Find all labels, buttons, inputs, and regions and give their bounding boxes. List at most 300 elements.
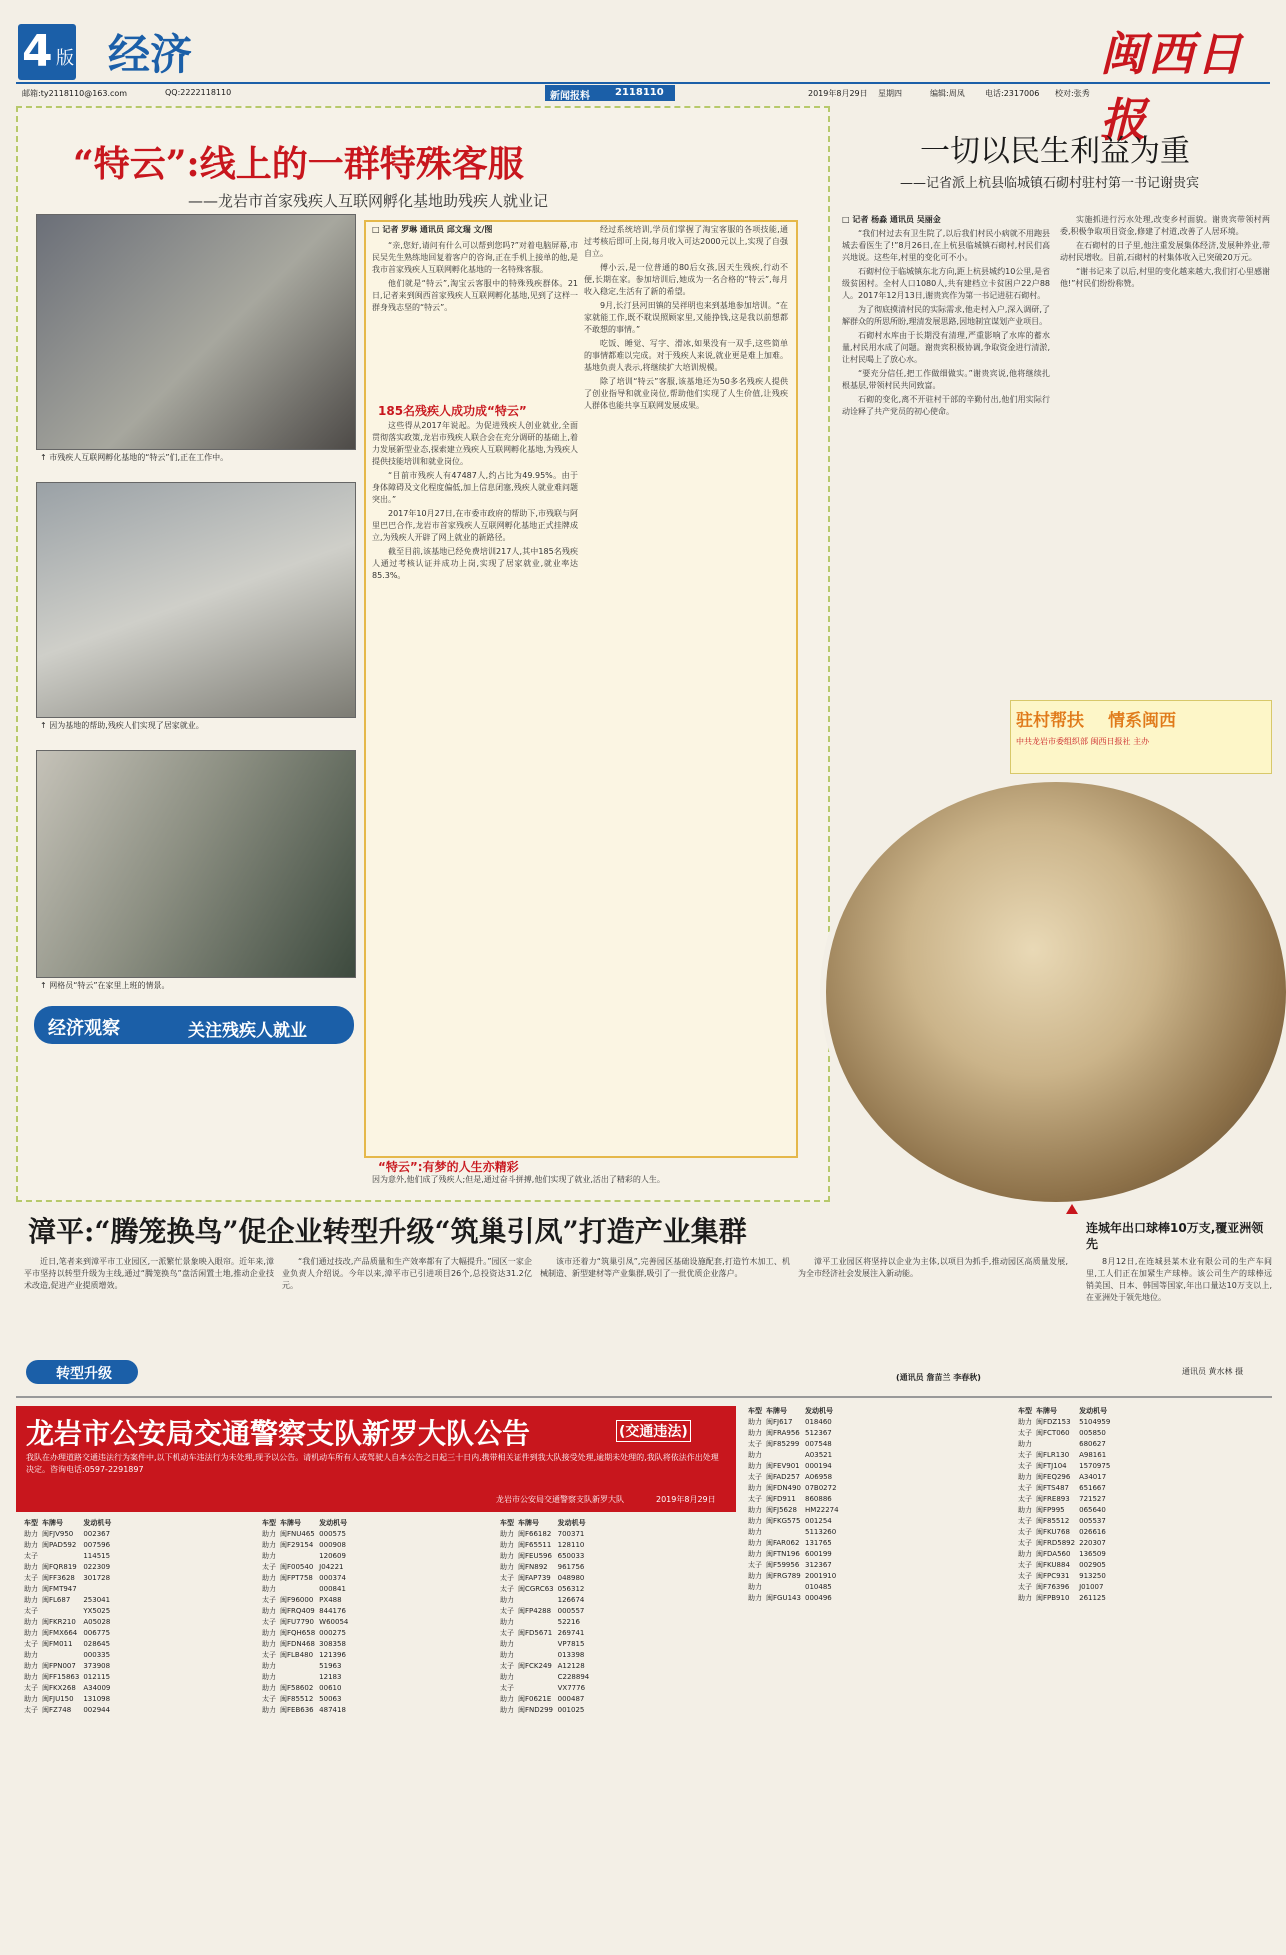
table-cell: 闽FAD257	[766, 1473, 800, 1481]
table-cell: 闽FEV901	[766, 1462, 800, 1470]
table-cell: 闽FRE893	[1036, 1495, 1070, 1503]
teyun-para-1: “亲,您好,请问有什么可以帮到您吗?”对着电脑屏幕,市民吴先生熟练地回复着客户的咨询,正在手机上接单的他,是我市首家残疾人互联网孵化基地的一名特殊客服。	[372, 241, 578, 274]
article-minsheng-byline: □ 记者 杨淼 通讯员 吴丽金	[842, 215, 941, 224]
table-row	[746, 1527, 841, 1538]
table-cell: 助力	[262, 1607, 276, 1615]
table-cell: 120609	[319, 1552, 346, 1560]
table-cell: 助力	[500, 1552, 514, 1560]
table-cell: 助力	[748, 1583, 762, 1591]
table-cell: 助力	[24, 1651, 38, 1659]
table-cell: 助力	[1018, 1550, 1032, 1558]
table-cell: 闽FND299	[518, 1706, 554, 1714]
table-row	[1016, 1571, 1112, 1582]
plates-header-cell: 发动机号	[1079, 1407, 1108, 1415]
table-cell	[278, 1584, 317, 1595]
table-row	[1016, 1538, 1112, 1549]
table-cell	[278, 1551, 317, 1562]
table-row	[498, 1672, 591, 1683]
table-cell: 闽FNU465	[280, 1530, 315, 1538]
table-cell: 000374	[319, 1574, 346, 1582]
table-cell	[40, 1650, 81, 1661]
table-cell	[278, 1661, 317, 1672]
table-row	[746, 1516, 841, 1527]
table-cell: 022309	[83, 1563, 111, 1571]
table-cell: 闽FU7790	[280, 1618, 314, 1626]
table-row	[22, 1595, 113, 1606]
table-cell: VP7815	[557, 1640, 585, 1648]
table-cell: 助力	[262, 1673, 276, 1681]
table-cell: 助力	[262, 1552, 276, 1560]
notice-tag: (交通违法)	[616, 1420, 691, 1442]
table-row	[498, 1650, 591, 1661]
minsheng-col-2	[1060, 214, 1270, 726]
table-row	[260, 1661, 350, 1672]
plates-header-cell: 车牌号	[1036, 1407, 1057, 1415]
table-cell: 12183	[319, 1673, 342, 1681]
table-row	[498, 1639, 591, 1650]
table-cell: 闽FPT758	[280, 1574, 313, 1582]
plates-table-r2	[1016, 1406, 1112, 1604]
table-cell: 5113260	[805, 1528, 837, 1536]
table-row	[260, 1529, 350, 1540]
table-cell: 太子	[1018, 1495, 1032, 1503]
table-cell: 128110	[557, 1541, 585, 1549]
table-row	[498, 1617, 591, 1628]
teyun-para-3: 这些得从2017年说起。为促进残疾人创业就业,全面贯彻落实政策,龙岩市残疾人联合会在充分调研的基础上,着力发展新型业态,探索建立残疾人互联网孵化基地,为残疾人提供技能培训和就业岗位。	[372, 421, 578, 466]
teyun-col-1b	[372, 420, 578, 1136]
caption-photo-1: ↑ 市残疾人互联网孵化基地的“特云”们,正在工作中。	[40, 453, 229, 462]
table-cell: 助力	[24, 1673, 38, 1681]
table-cell: 闽FCT060	[1036, 1429, 1070, 1437]
table-cell: 闽FEB636	[280, 1706, 314, 1714]
table-cell: 太子	[500, 1607, 514, 1615]
table-cell: PX488	[319, 1596, 342, 1604]
table-cell: 308358	[319, 1640, 346, 1648]
teyun-para-6: 截至目前,该基地已经免费培训217人,其中185名残疾人通过考核认证并成功上岗,实现了居家就业,就业率达85.3%。	[372, 547, 578, 580]
table-row	[1016, 1582, 1112, 1593]
table-cell: 005850	[1079, 1429, 1106, 1437]
table-row	[22, 1562, 113, 1573]
table-cell: 闽FRD5892	[1036, 1539, 1076, 1547]
table-cell: 闽FKU768	[1036, 1528, 1070, 1536]
table-cell: 闽F58602	[280, 1684, 314, 1692]
table-cell: 太子	[500, 1662, 514, 1670]
table-row	[22, 1617, 113, 1628]
table-cell: 600199	[805, 1550, 832, 1558]
table-cell: 126674	[557, 1596, 585, 1604]
plates-header-cell: 车型	[1018, 1407, 1032, 1415]
table-cell	[516, 1683, 556, 1694]
table-row	[1016, 1472, 1112, 1483]
plates-header-cell: 发动机号	[319, 1519, 348, 1527]
table-cell: 1570975	[1079, 1462, 1111, 1470]
table-cell	[516, 1639, 556, 1650]
table-cell: 助力	[262, 1530, 276, 1538]
table-row	[498, 1529, 591, 1540]
table-cell: 136509	[1079, 1550, 1106, 1558]
zhucun-tag-2: 情系闽西	[1108, 711, 1176, 731]
table-cell: 助力	[24, 1695, 38, 1703]
table-cell: 太子	[24, 1684, 38, 1692]
table-row	[22, 1705, 113, 1716]
table-cell: 121396	[319, 1651, 346, 1659]
table-cell: 太子	[1018, 1484, 1032, 1492]
plates-header-cell: 车型	[262, 1519, 276, 1527]
table-row	[746, 1549, 841, 1560]
page-unit: 版	[56, 48, 74, 69]
table-cell: 闽FPB910	[1036, 1594, 1070, 1602]
table-cell: 太子	[24, 1552, 38, 1560]
brief-baseball	[1086, 1220, 1272, 1380]
table-cell: 721527	[1079, 1495, 1106, 1503]
table-cell: YX5025	[83, 1607, 111, 1615]
table-cell: 助力	[500, 1618, 514, 1626]
table-row	[22, 1639, 113, 1650]
table-cell: 114515	[83, 1552, 111, 1560]
table-cell: 028645	[83, 1640, 111, 1648]
header-email: 邮箱:ty2118110@163.com	[22, 89, 128, 98]
zhangping-para-3: 该市还着力“筑巢引凤”,完善园区基础设施配套,打造竹木加工、机械制造、新型建材等产业集群,吸引了一批优质企业落户。	[540, 1257, 790, 1278]
teyun-right-para-3: 9月,长汀县河田镇的吴祥明也来到基地参加培训。“在家就能工作,既不耽误照顾家里,又能挣钱,这是我以前想都不敢想的事情。”	[584, 301, 788, 334]
table-cell: 助力	[262, 1640, 276, 1648]
minsheng-para-4: 石砌村水库由于长期没有清理,严重影响了水库的蓄水量,村民用水成了问题。谢贵宾积极协调,争取资金进行清淤,让村民喝上了放心水。	[842, 331, 1050, 364]
table-row	[498, 1551, 591, 1562]
table-row	[260, 1540, 350, 1551]
table-cell: 005537	[1079, 1517, 1106, 1525]
notice-section	[16, 1396, 1272, 1946]
table-cell: 闽FPC931	[1036, 1572, 1070, 1580]
table-cell: 太子	[500, 1684, 514, 1692]
table-cell: 913250	[1079, 1572, 1106, 1580]
table-row	[260, 1650, 350, 1661]
table-row	[260, 1694, 350, 1705]
table-cell: HM22274	[805, 1506, 839, 1514]
table-row	[1016, 1560, 1112, 1571]
table-cell: 闽FF3628	[42, 1574, 75, 1582]
table-cell: 048980	[557, 1574, 585, 1582]
table-cell: 助力	[748, 1517, 762, 1525]
plates-right-1	[746, 1406, 1006, 1604]
table-cell: 056312	[557, 1585, 585, 1593]
table-cell: 太子	[1018, 1539, 1032, 1547]
table-cell: 助力	[262, 1706, 276, 1714]
table-row	[746, 1461, 841, 1472]
minsheng-right-para-1: 实施抓进行污水处理,改变乡村面貌。谢贵宾带领村两委,积极争取项目资金,修建了村道,改善了人居环境。	[1060, 215, 1270, 236]
table-row	[22, 1628, 113, 1639]
table-row	[22, 1529, 113, 1540]
minsheng-right-para-3: “谢书记来了以后,村里的变化越来越大,我们打心里感谢他!”村民们纷纷称赞。	[1060, 267, 1270, 288]
zhangping-col-4	[798, 1256, 1068, 1366]
table-cell: 253041	[83, 1596, 111, 1604]
table-cell: C228894	[557, 1673, 590, 1681]
table-row	[498, 1683, 591, 1694]
table-row	[22, 1683, 113, 1694]
table-cell: 闽F00540	[280, 1563, 314, 1571]
table-cell: 太子	[24, 1574, 38, 1582]
table-row	[498, 1540, 591, 1551]
table-cell: 闽FJ5628	[766, 1506, 797, 1514]
table-cell: 000335	[83, 1651, 111, 1659]
table-cell: 太子	[1018, 1462, 1032, 1470]
plates-header-cell: 车型	[500, 1519, 514, 1527]
table-cell: 131098	[83, 1695, 111, 1703]
table-cell: 闽FEU596	[518, 1552, 552, 1560]
table-cell: 助力	[1018, 1418, 1032, 1426]
table-cell	[1034, 1439, 1077, 1450]
table-cell: 助力	[24, 1596, 38, 1604]
plates-table-r1	[746, 1406, 841, 1604]
table-cell: A03521	[805, 1451, 833, 1459]
table-cell: 闽FKU884	[1036, 1561, 1070, 1569]
table-cell: 太子	[262, 1563, 276, 1571]
plates-header-cell: 车牌号	[766, 1407, 787, 1415]
article-minsheng-subtitle: ——记省派上杭县临城镇石砌村驻村第一书记谢贵宾	[900, 176, 1200, 191]
table-row	[1016, 1505, 1112, 1516]
table-cell: 助力	[748, 1429, 762, 1437]
notice-date: 2019年8月29日	[656, 1495, 716, 1504]
table-cell: 844176	[319, 1607, 346, 1615]
table-cell: 太子	[24, 1607, 38, 1615]
table-row	[1016, 1483, 1112, 1494]
caption-photo-2: ↑ 因为基地的帮助,残疾人们实现了居家就业。	[40, 721, 204, 730]
table-row	[260, 1683, 350, 1694]
table-cell: 闽FDA560	[1036, 1550, 1071, 1558]
table-cell: 闽FKR210	[42, 1618, 76, 1626]
table-row	[746, 1560, 841, 1571]
table-cell: 闽FM011	[42, 1640, 73, 1648]
table-cell: 闽F66182	[518, 1530, 552, 1538]
table-cell: 助力	[500, 1541, 514, 1549]
plates-header-row	[260, 1518, 350, 1529]
table-cell: 闽F59956	[766, 1561, 800, 1569]
table-cell: 220307	[1079, 1539, 1106, 1547]
table-row	[22, 1540, 113, 1551]
table-cell: 助力	[500, 1530, 514, 1538]
table-cell: 000194	[805, 1462, 832, 1470]
brief-title: 连城年出口球棒10万支,覆亚洲领先	[1086, 1221, 1264, 1251]
table-cell: 助力	[262, 1541, 276, 1549]
table-cell: 太子	[262, 1596, 276, 1604]
header-rule	[16, 82, 1270, 84]
table-row	[498, 1595, 591, 1606]
table-cell: 860886	[805, 1495, 832, 1503]
table-cell: 助力	[748, 1506, 762, 1514]
table-cell: 太子	[262, 1651, 276, 1659]
teyun-subhead-1: 185名残疾人成功成“特云”	[378, 404, 527, 418]
plates-left-1	[22, 1518, 254, 1716]
table-cell: J01007	[1079, 1583, 1104, 1591]
table-cell: 闽FLR130	[1036, 1451, 1070, 1459]
table-cell: 助力	[24, 1585, 38, 1593]
table-cell: 007596	[83, 1541, 111, 1549]
table-cell: 闽FRQ409	[280, 1607, 315, 1615]
table-cell: 闽FKG575	[766, 1517, 801, 1525]
hotline-number: 2118110	[615, 87, 664, 98]
table-row	[260, 1628, 350, 1639]
table-cell: 50063	[319, 1695, 342, 1703]
table-cell: 太子	[24, 1640, 38, 1648]
table-cell: 闽FTN196	[766, 1550, 800, 1558]
notice-signature: 龙岩市公安局交通警察支队新罗大队	[496, 1495, 624, 1504]
table-cell: 太子	[1018, 1561, 1032, 1569]
teyun-para-2: 他们就是“特云”,淘宝云客服中的特殊残疾群体。21日,记者来到闽西首家残疾人互联网孵化基地,见到了这样一群身残志坚的“特云”。	[372, 279, 578, 312]
table-cell: 太子	[1018, 1583, 1032, 1591]
table-cell: 闽FDN468	[280, 1640, 316, 1648]
table-cell: 闽FJV950	[42, 1530, 74, 1538]
table-cell	[516, 1672, 556, 1683]
table-cell: 助力	[748, 1572, 762, 1580]
table-cell: 000496	[805, 1594, 832, 1602]
table-row	[498, 1573, 591, 1584]
table-cell: 闽FJU150	[42, 1695, 74, 1703]
header-qq: QQ:2222118110	[165, 88, 232, 97]
article-minsheng	[840, 106, 1272, 1206]
zhangping-para-4: 漳平工业园区将坚持以企业为主体,以项目为抓手,推动园区高质量发展,为全市经济社会发展注入新动能。	[798, 1257, 1068, 1278]
table-cell: 太子	[1018, 1451, 1032, 1459]
table-row	[746, 1428, 841, 1439]
table-row	[1016, 1417, 1112, 1428]
table-row	[22, 1672, 113, 1683]
plates-header-cell: 发动机号	[557, 1519, 586, 1527]
table-cell: 闽F85512	[280, 1695, 314, 1703]
plates-header-cell: 车牌号	[518, 1519, 539, 1527]
table-cell: J04221	[319, 1563, 344, 1571]
table-cell: 助力	[262, 1574, 276, 1582]
table-cell: 太子	[1018, 1517, 1032, 1525]
table-cell: 太子	[748, 1495, 762, 1503]
table-cell: 助力	[24, 1541, 38, 1549]
table-cell: 001254	[805, 1517, 832, 1525]
table-cell: 000557	[557, 1607, 585, 1615]
table-row	[260, 1584, 350, 1595]
header-proofread: 校对:张秀	[1055, 89, 1090, 98]
table-cell: 312367	[805, 1561, 832, 1569]
table-row	[1016, 1439, 1112, 1450]
table-cell: 助力	[1018, 1506, 1032, 1514]
table-row	[1016, 1593, 1112, 1604]
plates-header-cell: 车牌号	[280, 1519, 301, 1527]
table-row	[260, 1672, 350, 1683]
table-row	[260, 1639, 350, 1650]
table-cell: 006775	[83, 1629, 111, 1637]
table-cell: 007548	[805, 1440, 832, 1448]
table-cell: 065640	[1079, 1506, 1106, 1514]
plates-header-cell: 车牌号	[42, 1519, 63, 1527]
table-cell: 闽F96000	[280, 1596, 314, 1604]
table-cell: 闽FRA956	[766, 1429, 800, 1437]
teyun-col-2	[584, 224, 788, 1136]
table-cell: 闽FTS487	[1036, 1484, 1069, 1492]
table-row	[746, 1494, 841, 1505]
teyun-bottom-para: 因为意外,他们成了残疾人;但是,通过奋斗拼搏,他们实现了就业,活出了精彩的人生。	[372, 1175, 665, 1184]
plates-left-2	[260, 1518, 492, 1716]
table-cell: 700371	[557, 1530, 585, 1538]
table-row	[746, 1439, 841, 1450]
table-cell: 助力	[500, 1640, 514, 1648]
table-cell: 闽FDZ153	[1036, 1418, 1071, 1426]
plates-header-row	[498, 1518, 591, 1529]
econ-banner-tag: 关注残疾人就业	[188, 1021, 307, 1041]
table-cell: 闽F85512	[1036, 1517, 1070, 1525]
table-row	[746, 1582, 841, 1593]
table-cell: 闽FKX268	[42, 1684, 76, 1692]
table-cell: 闽PAD592	[42, 1541, 77, 1549]
table-cell: 太子	[500, 1574, 514, 1582]
table-cell: 闽CGRC63	[518, 1585, 554, 1593]
minsheng-para-1: “我们村过去有卫生院了,以后我们村民小病就不用跑县城去看医生了!”8月26日,在上杭县临城镇石砌村,村民们高兴地说。这些年,村里的变化可不小。	[842, 229, 1050, 262]
article-teyun-byline: □ 记者 罗琳 通讯员 邱文瑞 文/图	[372, 225, 493, 234]
table-cell: 52216	[557, 1618, 580, 1626]
masthead: 闽西日报	[1100, 27, 1244, 147]
table-row	[1016, 1527, 1112, 1538]
table-cell	[278, 1672, 317, 1683]
table-cell: A34009	[83, 1684, 111, 1692]
table-cell: 助力	[262, 1684, 276, 1692]
table-row	[260, 1705, 350, 1716]
table-cell: 000487	[557, 1695, 585, 1703]
table-cell: 助力	[500, 1651, 514, 1659]
table-cell: 闽FF15863	[42, 1673, 80, 1681]
table-cell: 助力	[262, 1629, 276, 1637]
notice-intro: 我队在办理道路交通违法行为案件中,以下机动车违法行为未处理,现予以公告。请机动车所有人或驾驶人自本公告之日起三十日内,携带相关证件到我大队接受处理,逾期未处理的,我队将依法作出处理决定。咨询电话:0597-2291897	[26, 1453, 719, 1474]
table-cell: 助力	[748, 1539, 762, 1547]
table-row	[260, 1617, 350, 1628]
hotline-label: 新闻报料	[550, 91, 590, 102]
table-cell: 651667	[1079, 1484, 1106, 1492]
table-cell	[40, 1606, 81, 1617]
brief-byline: 通讯员 黄水林 摄	[1182, 1367, 1244, 1376]
table-cell: 助力	[748, 1451, 762, 1459]
table-cell: 闽F76396	[1036, 1583, 1070, 1591]
zhangping-para-1: 近日,笔者来到漳平市工业园区,一派繁忙景象映入眼帘。近年来,漳平市坚持以转型升级为主线,通过“腾笼换鸟”盘活闲置土地,推动企业技术改造,促进产业提质增效。	[24, 1257, 274, 1290]
table-cell: 002905	[1079, 1561, 1106, 1569]
teyun-right-para-5: 除了培训“特云”客服,该基地还为50多名残疾人提供了创业指导和就业岗位,帮助他们实现了人生价值,让残疾人群体也能共享互联网发展成果。	[584, 377, 788, 410]
table-cell: 助力	[500, 1673, 514, 1681]
table-cell: 000841	[319, 1585, 346, 1593]
table-row	[498, 1562, 591, 1573]
plates-left-3	[498, 1518, 730, 1716]
table-cell: 487418	[319, 1706, 346, 1714]
table-cell	[764, 1582, 803, 1593]
table-cell: 001025	[557, 1706, 585, 1714]
table-cell: 助力	[1018, 1594, 1032, 1602]
zhangping-col-1	[24, 1256, 274, 1360]
table-cell	[516, 1617, 556, 1628]
article-zhangping-byline: (通讯员 詹苗兰 李春秋)	[896, 1373, 981, 1382]
table-cell: 010485	[805, 1583, 832, 1591]
table-cell: 018460	[805, 1418, 832, 1426]
table-row	[22, 1650, 113, 1661]
plates-table-l3	[498, 1518, 591, 1716]
article-zhangping	[16, 1210, 1078, 1390]
table-cell: 026616	[1079, 1528, 1106, 1536]
table-row	[22, 1661, 113, 1672]
plates-header-row	[1016, 1406, 1112, 1417]
table-cell: 闽FCK249	[518, 1662, 552, 1670]
table-row	[260, 1595, 350, 1606]
table-cell: 助力	[500, 1706, 514, 1714]
table-cell: 太子	[500, 1629, 514, 1637]
table-cell: 助力	[748, 1550, 762, 1558]
table-cell: A06958	[805, 1473, 833, 1481]
table-cell: 助力	[500, 1695, 514, 1703]
table-row	[746, 1505, 841, 1516]
zhucun-tag-1: 驻村帮扶	[1016, 711, 1084, 731]
table-cell: 助力	[24, 1629, 38, 1637]
table-cell: 助力	[748, 1528, 762, 1536]
zhangping-banner-label: 转型升级	[56, 1366, 112, 1382]
table-cell	[764, 1527, 803, 1538]
